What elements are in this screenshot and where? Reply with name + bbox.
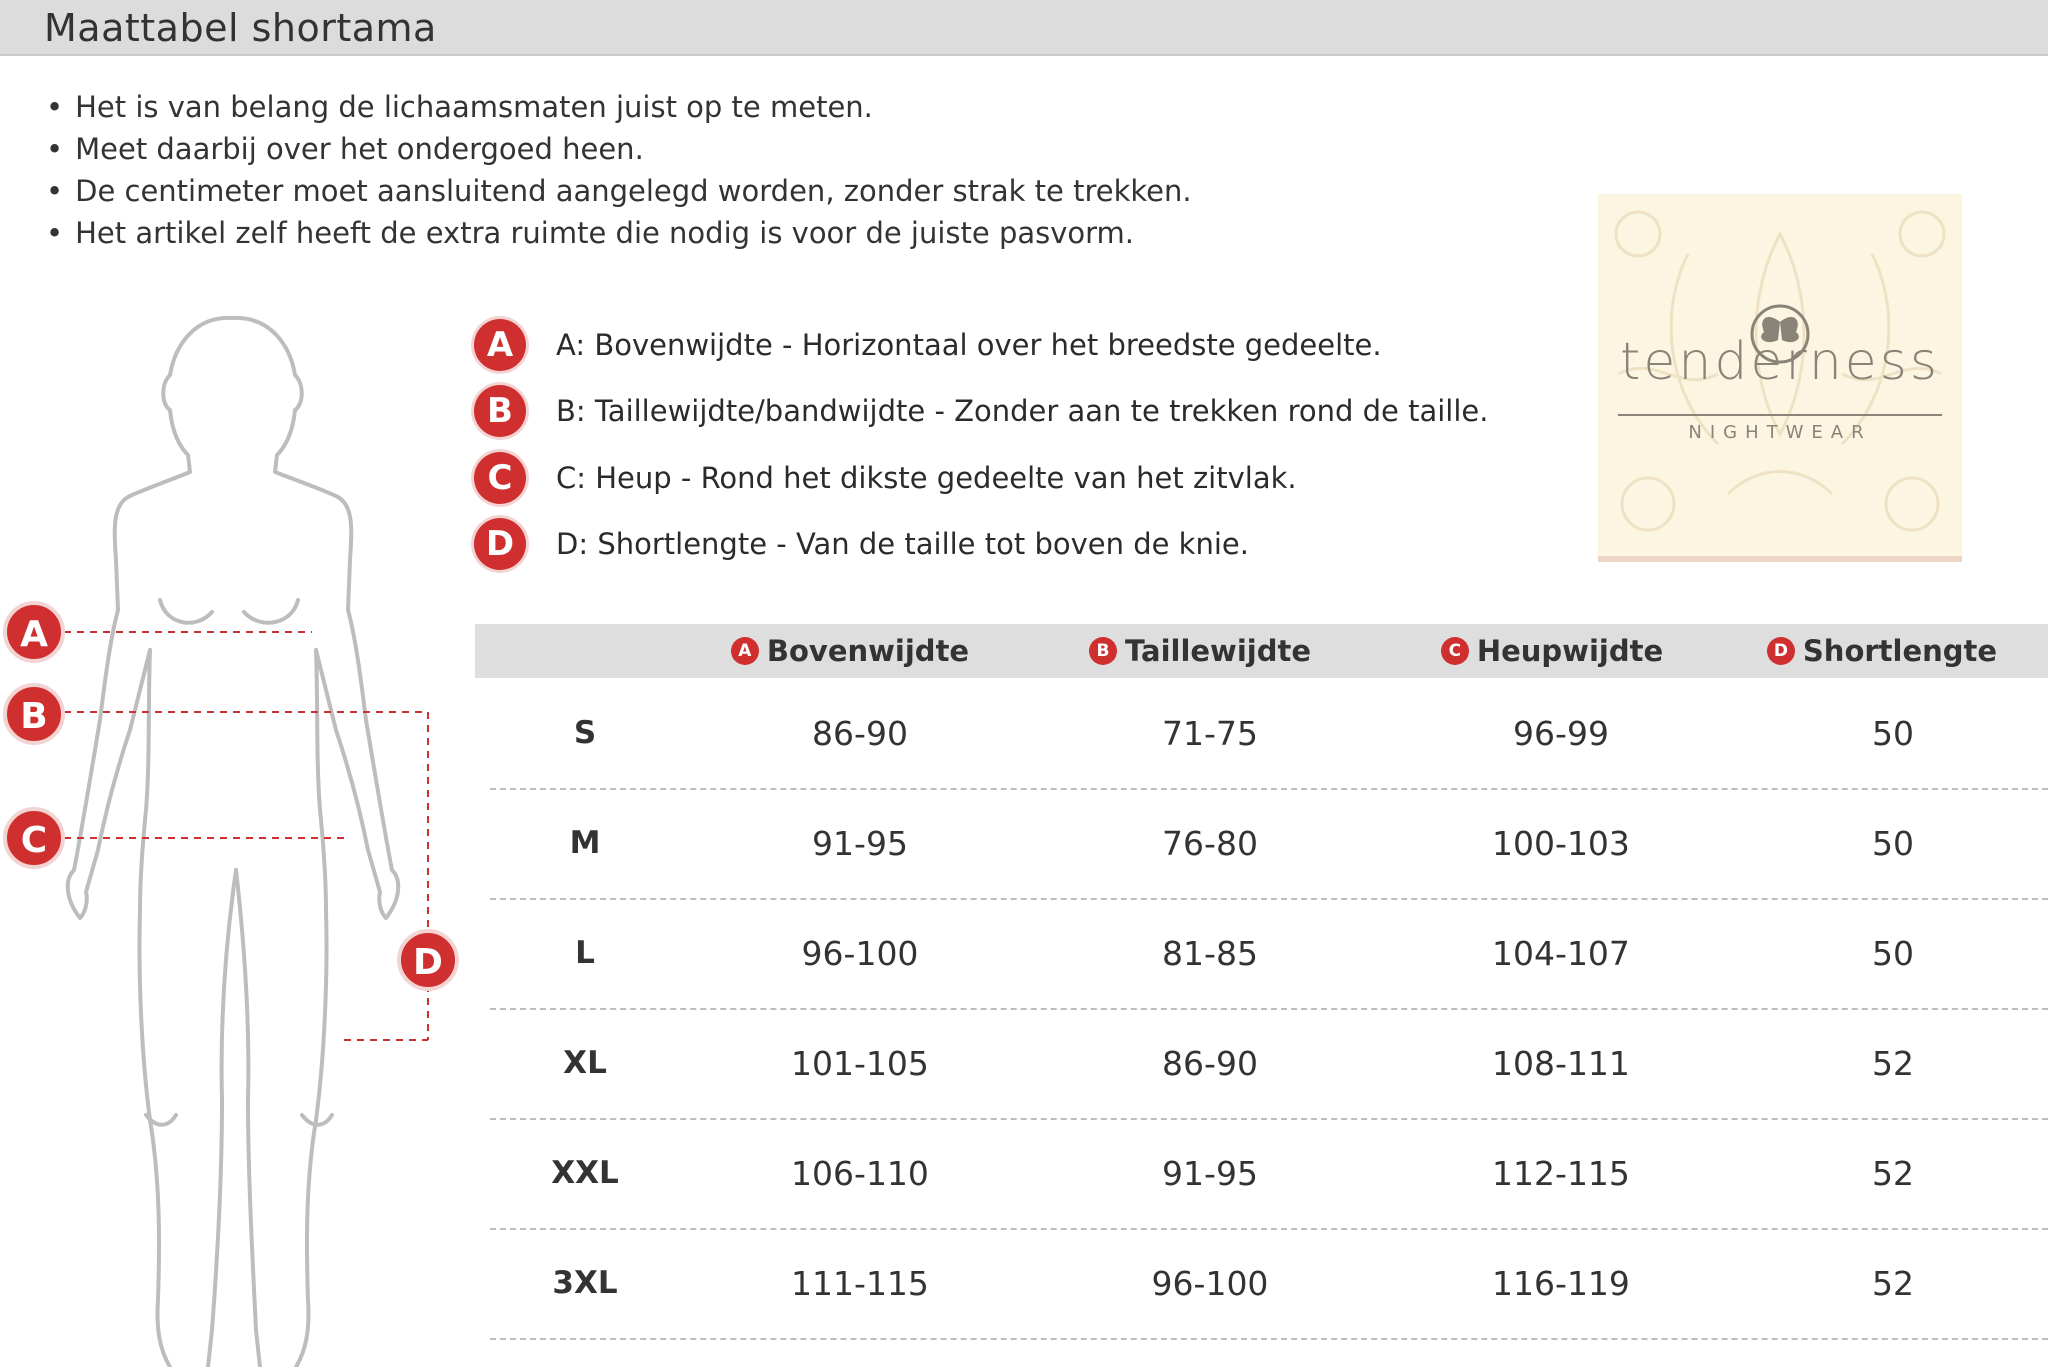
- figure-marker-a: A: [20, 614, 48, 655]
- logo-wordmark: tenderness: [1620, 332, 1940, 392]
- badge-d-icon: D: [1767, 637, 1795, 665]
- body-silhouette-icon: [0, 300, 470, 1367]
- value-cell: 50: [1872, 823, 1914, 863]
- value-cell: 71-75: [1162, 713, 1258, 753]
- badge-b-icon: B: [474, 385, 526, 437]
- value-cell: 86-90: [1162, 1043, 1258, 1083]
- legend-item-c: [474, 451, 1474, 505]
- column-header-d: [1747, 624, 2017, 678]
- table-row: [490, 788, 2048, 900]
- logo-subtitle: NIGHTWEAR: [1688, 422, 1872, 443]
- instruction-item: • De centimeter moet aansluitend aangelegd worden, zonder strak te trekken.: [46, 170, 1192, 212]
- value-cell: 50: [1872, 933, 1914, 973]
- size-cell: 3XL: [552, 1265, 618, 1301]
- size-cell: M: [569, 825, 601, 861]
- brand-logo: [1598, 194, 1962, 562]
- legend-text: A: Bovenwijdte - Horizontaal over het breedste gedeelte.: [556, 328, 1382, 362]
- instruction-list: [46, 86, 1192, 254]
- size-cell: S: [573, 715, 597, 751]
- instruction-item: • Het artikel zelf heeft de extra ruimte die nodig is voor de juiste pasvorm.: [46, 212, 1192, 254]
- badge-b-icon: B: [1089, 637, 1117, 665]
- value-cell: 50: [1872, 713, 1914, 753]
- value-cell: 81-85: [1162, 933, 1258, 973]
- value-cell: 101-105: [791, 1043, 929, 1083]
- value-cell: 100-103: [1492, 823, 1630, 863]
- value-cell: 91-95: [1162, 1153, 1258, 1193]
- value-cell: 76-80: [1162, 823, 1258, 863]
- legend-item-b: [474, 384, 1489, 438]
- table-row: [490, 1008, 2048, 1120]
- value-cell: 116-119: [1492, 1263, 1630, 1303]
- title-bar: [0, 0, 2048, 56]
- value-cell: 104-107: [1492, 933, 1630, 973]
- column-header-label: Shortlengte: [1802, 634, 1998, 668]
- column-header-label: Bovenwijdte: [766, 634, 970, 668]
- instruction-item: • Meet daarbij over het ondergoed heen.: [46, 128, 1192, 170]
- size-cell: XL: [563, 1045, 607, 1081]
- figure-marker-c: C: [20, 820, 48, 861]
- value-cell: 52: [1872, 1153, 1914, 1193]
- table-row: [490, 1228, 2048, 1340]
- legend-text: B: Taillewijdte/bandwijdte - Zonder aan te trekken rond de taille.: [556, 394, 1489, 428]
- instruction-item: • Het is van belang de lichaamsmaten juist op te meten.: [46, 86, 1192, 128]
- badge-c-icon: C: [474, 452, 526, 504]
- value-cell: 96-100: [801, 933, 919, 973]
- figure-marker-b: B: [20, 696, 48, 737]
- column-header-label: Taillewijdte: [1124, 634, 1312, 668]
- value-cell: 52: [1872, 1263, 1914, 1303]
- body-figure: [0, 300, 470, 1367]
- legend-item-d: [474, 517, 1474, 571]
- value-cell: 112-115: [1492, 1153, 1630, 1193]
- value-cell: 106-110: [791, 1153, 929, 1193]
- table-row: [490, 678, 2048, 790]
- size-cell: XXL: [551, 1155, 619, 1191]
- legend-text: D: Shortlengte - Van de taille tot boven de knie.: [556, 527, 1249, 561]
- size-cell: L: [575, 935, 595, 971]
- table-header: [475, 624, 2048, 678]
- value-cell: 86-90: [812, 713, 908, 753]
- value-cell: 108-111: [1492, 1043, 1630, 1083]
- column-header-a: [715, 624, 985, 678]
- value-cell: 96-99: [1513, 713, 1609, 753]
- column-header-c: [1417, 624, 1687, 678]
- badge-a-icon: A: [731, 637, 759, 665]
- column-header-b: [1065, 624, 1335, 678]
- legend-text: C: Heup - Rond het dikste gedeelte van het zitvlak.: [556, 461, 1297, 495]
- badge-c-icon: C: [1441, 637, 1469, 665]
- value-cell: 91-95: [812, 823, 908, 863]
- badge-d-icon: D: [474, 518, 526, 570]
- badge-a-icon: A: [474, 319, 526, 371]
- page-title: Maattabel shortama: [44, 6, 437, 50]
- value-cell: 96-100: [1151, 1263, 1269, 1303]
- value-cell: 111-115: [791, 1263, 929, 1303]
- table-row: [490, 1118, 2048, 1230]
- legend-item-a: [474, 318, 1474, 372]
- figure-marker-d: D: [413, 942, 443, 983]
- value-cell: 52: [1872, 1043, 1914, 1083]
- column-header-label: Heupwijdte: [1476, 634, 1664, 668]
- logo-divider: [1618, 414, 1942, 416]
- table-row: [490, 898, 2048, 1010]
